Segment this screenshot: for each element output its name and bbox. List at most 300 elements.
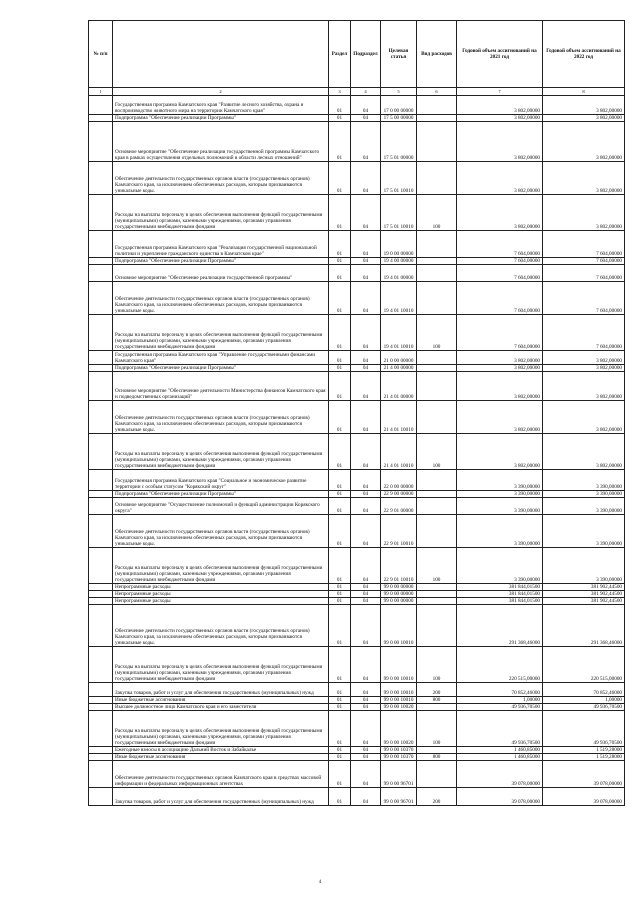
row-target-article-cell: 17 0 00 00000 [381,96,417,115]
row-amount-2022-cell: 220 515,00000 [543,647,625,683]
row-podrazdel-cell: 04 [351,683,381,697]
table-row [89,470,625,491]
row-expense-type-cell: 100 [417,711,457,747]
row-podrazdel-cell: 04 [351,372,381,401]
row-expense-type-cell: 100 [417,647,457,683]
table-row [89,372,625,401]
row-num-cell [89,754,113,761]
row-target-article-cell: 21 4 01 10010 [381,434,417,470]
column-number-row [89,88,625,96]
table-header-row [89,21,625,88]
row-amount-2021-cell: 3 802,00000 [457,365,543,372]
row-amount-2022-cell: 3 390,00000 [543,498,625,515]
row-name-cell: Основное мероприятие "Обеспечение реализации государственной программы Камчатского края в рамках осуществления отдельных полномочий в области лесных отношений" [113,122,329,162]
row-razdel-cell: 01 [329,788,351,806]
row-target-article-cell: 22 9 01 10010 [381,548,417,584]
row-expense-type-cell [417,761,457,788]
row-amount-2021-cell: 7 604,00000 [457,258,543,265]
row-amount-2021-cell: 1 460,85000 [457,754,543,761]
row-num-cell [89,515,113,548]
table-row [89,351,625,365]
row-amount-2022-cell: 7 604,00000 [543,231,625,258]
row-num-cell [89,315,113,351]
column-number: 8 [543,88,625,96]
row-expense-type-cell [417,401,457,434]
row-num-cell [89,761,113,788]
row-expense-type-cell [417,265,457,282]
row-expense-type-cell [417,115,457,122]
row-target-article-cell: 22 0 00 00000 [381,470,417,491]
row-razdel-cell: 01 [329,401,351,434]
row-num-cell [89,683,113,697]
table-row [89,365,625,372]
row-amount-2021-cell: 7 604,00000 [457,282,543,315]
header-target-article: Целевая статья [381,21,417,88]
row-expense-type-cell: 100 [417,195,457,231]
row-expense-type-cell [417,470,457,491]
row-amount-2021-cell: 70 852,46000 [457,683,543,697]
row-name-cell: Обеспечение деятельности государственных органов власти (государственных органов) Камчатского края, за исключением обеспеченных расходов, которым присваиваются уникальные коды. [113,515,329,548]
row-podrazdel-cell: 04 [351,434,381,470]
table-row [89,498,625,515]
row-num-cell [89,598,113,605]
row-num-cell [89,115,113,122]
row-target-article-cell: 21 4 00 00000 [381,365,417,372]
row-podrazdel-cell: 04 [351,498,381,515]
row-num-cell [89,605,113,647]
row-podrazdel-cell: 04 [351,231,381,258]
row-name-cell: Государственная программа Камчатского края "Реализация государственной национальной политики и укрепление гражданского единства в Камчатском крае" [113,231,329,258]
row-amount-2022-cell: 3 802,00000 [543,372,625,401]
row-target-article-cell: 99 0 00 10010 [381,697,417,704]
row-target-article-cell: 99 0 00 96701 [381,761,417,788]
row-razdel-cell: 01 [329,96,351,115]
row-razdel-cell: 01 [329,515,351,548]
row-amount-2021-cell: 3 390,00000 [457,470,543,491]
row-amount-2021-cell: 39 078,00000 [457,788,543,806]
row-target-article-cell: 21 0 00 00000 [381,351,417,365]
row-amount-2022-cell: 39 078,00000 [543,761,625,788]
row-amount-2021-cell: 3 390,00000 [457,515,543,548]
row-podrazdel-cell: 04 [351,515,381,548]
row-expense-type-cell [417,747,457,754]
row-amount-2022-cell: 1,00000 [543,697,625,704]
column-number: 4 [351,88,381,96]
row-target-article-cell: 99 0 00 00000 [381,591,417,598]
table-row [89,584,625,591]
row-podrazdel-cell: 04 [351,282,381,315]
row-amount-2022-cell: 3 802,00000 [543,365,625,372]
row-amount-2022-cell: 381 902,44500 [543,591,625,598]
row-podrazdel-cell: 04 [351,365,381,372]
budget-table-sheet [88,20,624,806]
table-row [89,315,625,351]
row-num-cell [89,258,113,265]
row-amount-2021-cell: 291 368,46000 [457,605,543,647]
row-amount-2022-cell: 1 519,28000 [543,747,625,754]
row-num-cell [89,351,113,365]
column-number: 6 [417,88,457,96]
row-razdel-cell: 01 [329,315,351,351]
row-name-cell: Подпрограмма "Обеспечение реализации Программы" [113,258,329,265]
row-amount-2021-cell: 3 390,00000 [457,498,543,515]
table-row [89,195,625,231]
row-num-cell [89,231,113,258]
row-amount-2022-cell: 3 802,00000 [543,122,625,162]
row-razdel-cell: 01 [329,548,351,584]
row-podrazdel-cell: 04 [351,491,381,498]
row-target-article-cell: 19 0 00 00000 [381,231,417,258]
row-razdel-cell: 01 [329,491,351,498]
row-podrazdel-cell: 04 [351,315,381,351]
table-row [89,162,625,195]
row-target-article-cell: 99 0 00 10020 [381,711,417,747]
table-row [89,401,625,434]
row-num-cell [89,704,113,711]
table-row [89,591,625,598]
row-name-cell: Расходы на выплаты персоналу в целях обеспечения выполнения функций государственными (муниципальными) органами, казенными учреждениями, органами управления государственными внебюджетными фондами [113,315,329,351]
row-target-article-cell: 99 0 00 10370 [381,754,417,761]
row-target-article-cell: 22 9 01 10010 [381,515,417,548]
row-podrazdel-cell: 04 [351,747,381,754]
row-podrazdel-cell: 04 [351,96,381,115]
row-target-article-cell: 21 4 01 00000 [381,372,417,401]
row-amount-2022-cell: 3 802,00000 [543,401,625,434]
row-name-cell: Подпрограмма "Обеспечение реализации Программы" [113,115,329,122]
row-razdel-cell: 01 [329,122,351,162]
row-name-cell: Основное мероприятие "Обеспечение деятельности Министерства финансов Камчатского края и подведомственных организаций" [113,372,329,401]
row-amount-2021-cell: 3 802,00000 [457,122,543,162]
row-num-cell [89,434,113,470]
row-name-cell: Иные бюджетные ассигнования [113,697,329,704]
row-amount-2022-cell: 381 902,44500 [543,584,625,591]
row-amount-2022-cell: 291 368,46000 [543,605,625,647]
table-body [89,96,625,806]
row-num-cell [89,498,113,515]
row-razdel-cell: 01 [329,598,351,605]
table-row [89,122,625,162]
row-num-cell [89,591,113,598]
header-podrazdel: Подраздел [351,21,381,88]
row-podrazdel-cell: 04 [351,605,381,647]
table-row [89,265,625,282]
row-amount-2022-cell: 7 604,00000 [543,282,625,315]
row-expense-type-cell [417,605,457,647]
row-razdel-cell: 01 [329,470,351,491]
row-expense-type-cell [417,162,457,195]
row-name-cell: Основное мероприятие "Осуществление полномочий и функций администрации Корякского округа" [113,498,329,515]
row-name-cell: Расходы на выплаты персоналу в целях обеспечения выполнения функций государственными (муниципальными) органами, казенными учреждениями, органами управления государственными внебюджетными фондами [113,195,329,231]
header-amount-2022: Годовой объем ассигнований на 2022 год [543,21,625,88]
row-amount-2022-cell: 1 519,28000 [543,754,625,761]
row-expense-type-cell [417,372,457,401]
row-name-cell: Обеспечение деятельности государственных органов Камчатского края в средствах массовой информации и федеральных информационных агентствах [113,761,329,788]
row-num-cell [89,470,113,491]
row-razdel-cell: 01 [329,162,351,195]
row-razdel-cell: 01 [329,683,351,697]
row-num-cell [89,647,113,683]
row-num-cell [89,195,113,231]
row-amount-2022-cell: 3 802,00000 [543,434,625,470]
row-razdel-cell: 01 [329,258,351,265]
row-name-cell: Основное мероприятие "Обеспечение реализации государственной программы" [113,265,329,282]
table-row [89,548,625,584]
table-row [89,761,625,788]
row-amount-2022-cell: 3 802,00000 [543,162,625,195]
row-podrazdel-cell: 04 [351,598,381,605]
row-razdel-cell: 01 [329,747,351,754]
table-row [89,647,625,683]
row-razdel-cell: 01 [329,605,351,647]
row-amount-2021-cell: 3 802,00000 [457,434,543,470]
row-podrazdel-cell: 04 [351,195,381,231]
row-amount-2021-cell: 1 460,85000 [457,747,543,754]
row-podrazdel-cell: 04 [351,265,381,282]
row-num-cell [89,372,113,401]
row-amount-2022-cell: 7 604,00000 [543,315,625,351]
row-amount-2021-cell: 7 604,00000 [457,231,543,258]
table-row [89,704,625,711]
row-amount-2022-cell: 3 390,00000 [543,515,625,548]
column-number: 7 [457,88,543,96]
row-name-cell: Государственная программа Камчатского края "Развитие лесного хозяйства, охрана и воспроизводство животного мира на территории Камчатского края" [113,96,329,115]
row-expense-type-cell [417,282,457,315]
row-amount-2022-cell: 3 390,00000 [543,491,625,498]
column-number: 1 [89,88,113,96]
row-expense-type-cell [417,584,457,591]
row-num-cell [89,122,113,162]
row-name-cell: Иные бюджетные ассигнования [113,754,329,761]
row-target-article-cell: 21 4 01 10010 [381,401,417,434]
header-expense-type: Вид расходов [417,21,457,88]
row-razdel-cell: 01 [329,282,351,315]
table-row [89,747,625,754]
row-podrazdel-cell: 04 [351,115,381,122]
row-expense-type-cell [417,591,457,598]
row-amount-2022-cell: 7 604,00000 [543,265,625,282]
table-row [89,258,625,265]
row-expense-type-cell: 800 [417,697,457,704]
row-amount-2021-cell: 3 802,00000 [457,372,543,401]
table-row [89,115,625,122]
row-expense-type-cell: 200 [417,788,457,806]
row-name-cell: Непрограммные расходы [113,584,329,591]
row-razdel-cell: 01 [329,584,351,591]
row-num-cell [89,491,113,498]
row-target-article-cell: 99 0 00 10020 [381,704,417,711]
row-podrazdel-cell: 04 [351,162,381,195]
row-podrazdel-cell: 04 [351,697,381,704]
row-podrazdel-cell: 04 [351,647,381,683]
table-row [89,598,625,605]
row-razdel-cell: 01 [329,591,351,598]
row-razdel-cell: 01 [329,647,351,683]
row-amount-2021-cell: 7 604,00000 [457,265,543,282]
row-amount-2022-cell: 3 802,00000 [543,195,625,231]
row-razdel-cell: 01 [329,372,351,401]
row-amount-2022-cell: 49 936,70500 [543,704,625,711]
row-expense-type-cell: 100 [417,548,457,584]
row-amount-2021-cell: 3 802,00000 [457,115,543,122]
column-number: 5 [381,88,417,96]
row-expense-type-cell [417,258,457,265]
row-num-cell [89,788,113,806]
row-amount-2022-cell: 7 604,00000 [543,258,625,265]
row-expense-type-cell: 100 [417,315,457,351]
table-row [89,515,625,548]
row-target-article-cell: 99 0 00 10010 [381,647,417,683]
column-number: 2 [113,88,329,96]
table-row [89,434,625,470]
table-row [89,711,625,747]
row-expense-type-cell: 200 [417,683,457,697]
row-expense-type-cell [417,598,457,605]
row-name-cell: Высшее должностное лицо Камчатского края и его заместители [113,704,329,711]
row-razdel-cell: 01 [329,761,351,788]
row-amount-2021-cell: 7 604,00000 [457,315,543,351]
row-name-cell: Ежегодные взносы в ассоциацию Дальний Восток и Забайкалье [113,747,329,754]
row-razdel-cell: 01 [329,704,351,711]
row-podrazdel-cell: 04 [351,704,381,711]
row-num-cell [89,96,113,115]
row-amount-2021-cell: 39 078,00000 [457,761,543,788]
row-razdel-cell: 01 [329,231,351,258]
row-amount-2021-cell: 49 936,70500 [457,711,543,747]
row-num-cell [89,584,113,591]
row-podrazdel-cell: 04 [351,351,381,365]
row-amount-2022-cell: 3 802,00000 [543,351,625,365]
row-expense-type-cell [417,351,457,365]
row-amount-2022-cell: 3 390,00000 [543,470,625,491]
header-amount-2021: Годовой объем ассигнований на 2021 год [457,21,543,88]
row-expense-type-cell [417,365,457,372]
row-razdel-cell: 01 [329,265,351,282]
row-expense-type-cell [417,491,457,498]
row-razdel-cell: 01 [329,365,351,372]
row-name-cell: Расходы на выплаты персоналу в целях обеспечения выполнения функций государственными (муниципальными) органами, казенными учреждениями, органами управления государственными внебюджетными фондами [113,548,329,584]
row-name-cell: Государственная программа Камчатского края "Социальное и экономическое развитие территории с особым статусом "Корякский округ" [113,470,329,491]
row-amount-2022-cell: 3 390,00000 [543,548,625,584]
row-target-article-cell: 99 0 00 00000 [381,598,417,605]
row-name-cell: Обеспечение деятельности государственных органов власти (государственных органов) Камчатского края, за исключением обеспеченных расходов, которым присваиваются уникальные коды. [113,282,329,315]
header-name [113,21,329,88]
row-name-cell: Расходы на выплаты персоналу в целях обеспечения выполнения функций государственными (муниципальными) органами, казенными учреждениями, органами управления государственными внебюджетными фондами [113,711,329,747]
row-amount-2021-cell: 3 390,00000 [457,548,543,584]
row-amount-2022-cell: 70 852,46000 [543,683,625,697]
row-name-cell: Закупка товаров, работ и услуг для обеспечения государственных (муниципальных) нужд [113,683,329,697]
row-expense-type-cell: 100 [417,434,457,470]
row-amount-2022-cell: 3 802,00000 [543,96,625,115]
row-target-article-cell: 19 4 00 00000 [381,258,417,265]
row-amount-2021-cell: 3 802,00000 [457,401,543,434]
row-expense-type-cell [417,96,457,115]
row-target-article-cell: 17 5 01 10010 [381,162,417,195]
row-expense-type-cell: 800 [417,754,457,761]
row-amount-2021-cell: 3 802,00000 [457,351,543,365]
row-expense-type-cell [417,231,457,258]
row-podrazdel-cell: 04 [351,754,381,761]
row-target-article-cell: 99 0 00 96701 [381,788,417,806]
row-target-article-cell: 99 0 00 10010 [381,683,417,697]
table-row [89,788,625,806]
table-row [89,754,625,761]
row-razdel-cell: 01 [329,498,351,515]
column-number: 3 [329,88,351,96]
row-target-article-cell: 22 9 00 00000 [381,491,417,498]
row-amount-2022-cell: 39 078,00000 [543,788,625,806]
table-row [89,231,625,258]
row-num-cell [89,365,113,372]
row-podrazdel-cell: 04 [351,548,381,584]
row-razdel-cell: 01 [329,195,351,231]
row-num-cell [89,548,113,584]
table-row [89,605,625,647]
row-podrazdel-cell: 04 [351,258,381,265]
row-razdel-cell: 01 [329,754,351,761]
row-amount-2021-cell: 220 515,00000 [457,647,543,683]
row-target-article-cell: 22 9 01 00000 [381,498,417,515]
row-razdel-cell: 01 [329,115,351,122]
row-amount-2021-cell: 49 936,70500 [457,704,543,711]
row-target-article-cell: 19 4 01 10010 [381,315,417,351]
row-target-article-cell: 19 4 01 00000 [381,265,417,282]
table-row [89,282,625,315]
row-expense-type-cell [417,122,457,162]
header-razdel: Раздел [329,21,351,88]
table-row [89,491,625,498]
row-num-cell [89,162,113,195]
row-amount-2021-cell: 3 390,00000 [457,491,543,498]
row-podrazdel-cell: 04 [351,401,381,434]
row-num-cell [89,265,113,282]
row-expense-type-cell [417,515,457,548]
row-name-cell: Закупка товаров, работ и услуг для обеспечения государственных (муниципальных) нужд [113,788,329,806]
row-razdel-cell: 01 [329,434,351,470]
row-name-cell: Обеспечение деятельности государственных органов власти (государственных органов) Камчатского края, за исключением обеспеченных расходов, которым присваиваются уникальные коды. [113,605,329,647]
row-target-article-cell: 19 4 01 10010 [381,282,417,315]
row-num-cell [89,697,113,704]
row-amount-2021-cell: 381 844,01500 [457,584,543,591]
table-row [89,683,625,697]
table-row [89,697,625,704]
row-num-cell [89,711,113,747]
row-name-cell: Подпрограмма "Обеспечение реализации Программы" [113,491,329,498]
row-razdel-cell: 01 [329,351,351,365]
row-name-cell: Обеспечение деятельности государственных органов власти (государственных органов) Камчатского края, за исключением обеспеченных расходов, которым присваиваются уникальные коды. [113,401,329,434]
row-name-cell: Расходы на выплаты персоналу в целях обеспечения выполнения функций государственными (муниципальными) органами, казенными учреждениями, органами управления государственными внебюджетными фондами [113,647,329,683]
row-podrazdel-cell: 04 [351,470,381,491]
row-amount-2021-cell: 1,00000 [457,697,543,704]
row-razdel-cell: 01 [329,711,351,747]
row-amount-2021-cell: 3 802,00000 [457,96,543,115]
row-amount-2021-cell: 381 844,01500 [457,591,543,598]
table-row [89,96,625,115]
row-name-cell: Непрограммные расходы [113,591,329,598]
header-num: № п/п [89,21,113,88]
row-name-cell: Обеспечение деятельности государственных органов власти (государственных органов) Камчатского края, за исключением обеспеченных расходов, которым присваиваются уникальные коды. [113,162,329,195]
row-amount-2021-cell: 381 844,01500 [457,598,543,605]
row-target-article-cell: 99 0 00 10370 [381,747,417,754]
row-name-cell: Непрограммные расходы [113,598,329,605]
row-amount-2022-cell: 3 802,00000 [543,115,625,122]
row-name-cell: Расходы на выплаты персоналу в целях обеспечения выполнения функций государственными (муниципальными) органами, казенными учреждениями, органами управления государственными внебюджетными фондами [113,434,329,470]
row-podrazdel-cell: 04 [351,591,381,598]
row-amount-2022-cell: 381 902,44500 [543,598,625,605]
row-num-cell [89,282,113,315]
row-expense-type-cell [417,704,457,711]
row-amount-2021-cell: 3 802,00000 [457,195,543,231]
row-target-article-cell: 17 5 00 00000 [381,115,417,122]
